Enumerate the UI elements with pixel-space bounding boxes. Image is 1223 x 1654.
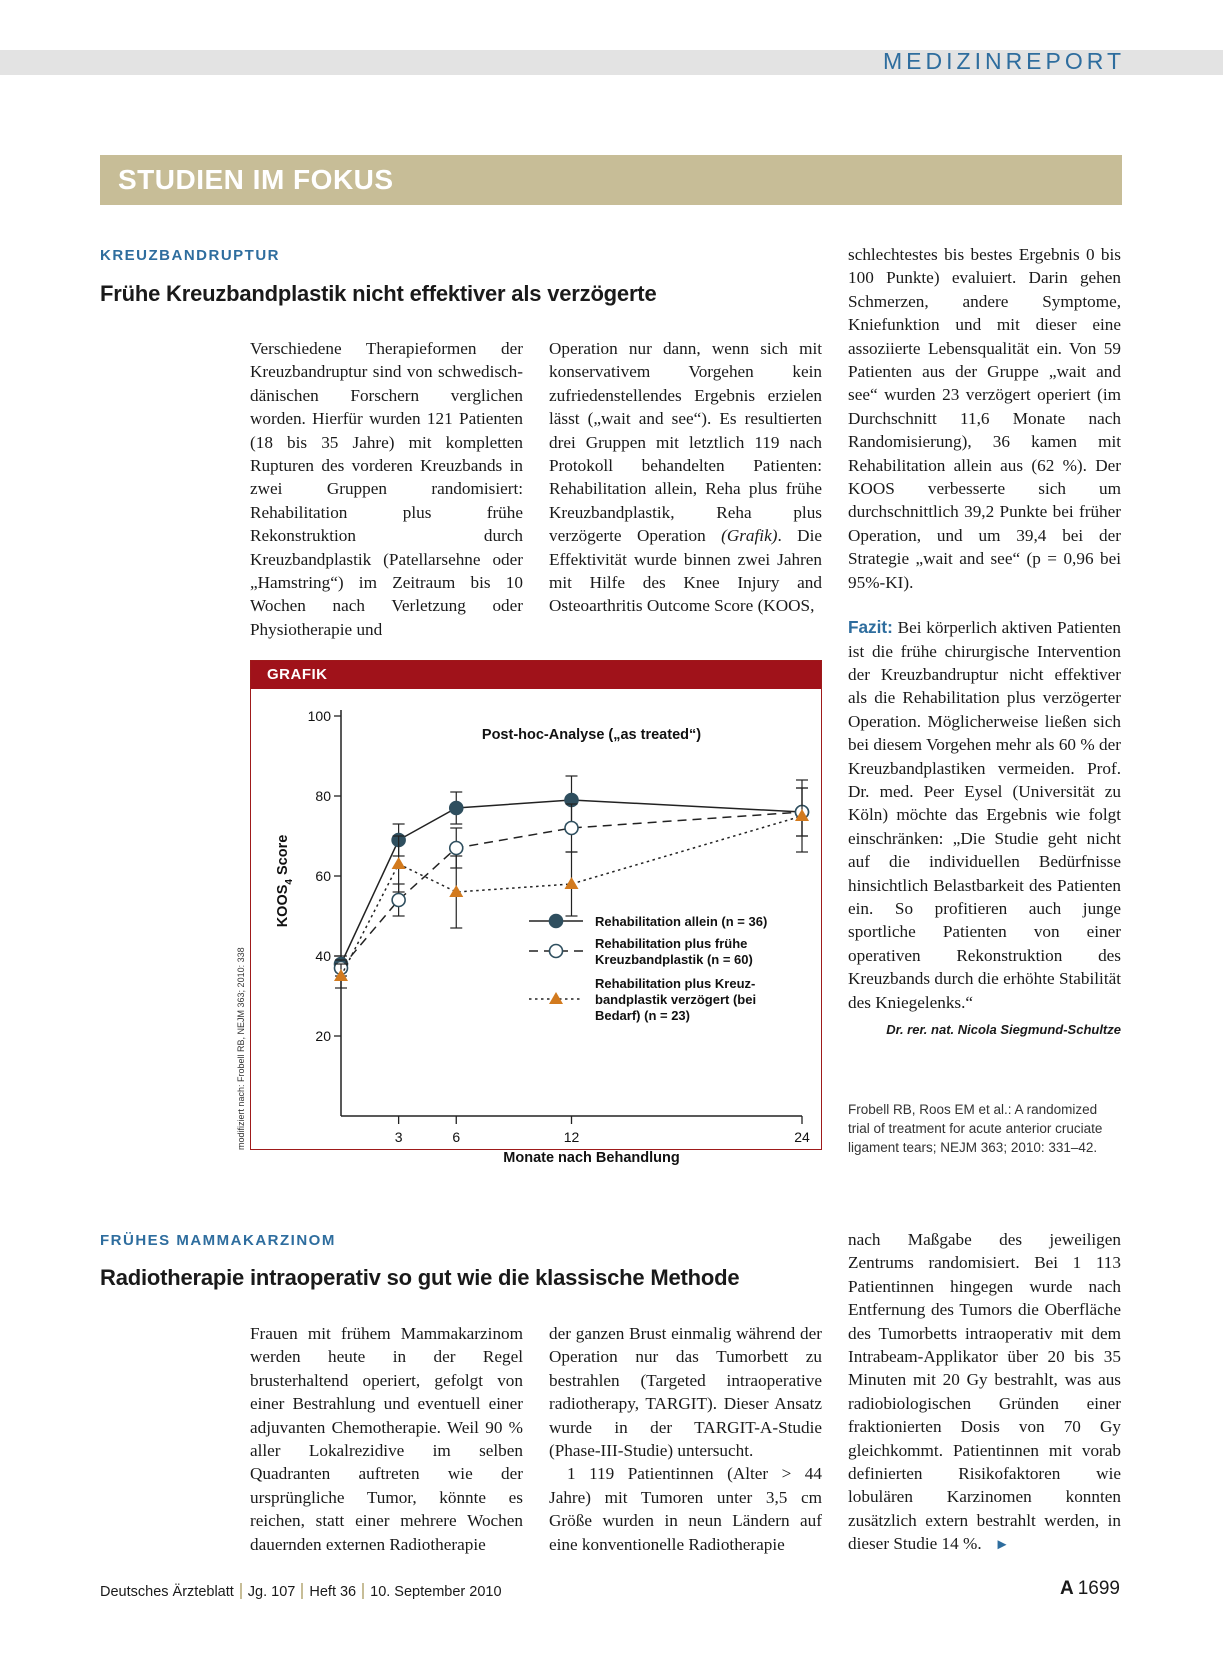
y-tick-label: 40 — [315, 948, 331, 964]
x-tick-label: 3 — [394, 1129, 403, 1145]
section-label: MEDIZINREPORT — [883, 48, 1125, 74]
legend-marker — [550, 945, 563, 958]
y-axis-label-tail: Score — [275, 834, 291, 880]
article1-column-3 — [848, 243, 1121, 1041]
article1-headline: Frühe Kreuzbandplastik nicht effektiver als verzögerte — [100, 281, 657, 306]
article1-col2-text — [549, 337, 822, 618]
x-tick-label: 24 — [794, 1129, 810, 1145]
x-tick-label: 12 — [563, 1129, 580, 1145]
grafik-source-note: modifiziert nach: Frobell RB, NEJM 363; 2010: 338 — [236, 947, 246, 1150]
article2-column-1 — [250, 1322, 523, 1556]
grafik-box — [250, 660, 822, 1166]
fazit-paragraph — [848, 616, 1121, 1014]
data-point — [565, 822, 578, 835]
footer-separator — [240, 1583, 242, 1599]
col2-text-a: Operation nur dann, wenn sich mit konservativem Vorgehen kein zufriedenstellendes Ergebnis erzielen lässt („wait and see“). Es resultierten drei Gruppen mit letztlich 119 nach Protokoll behandelten Patienten: Rehabilitation allein, Reha plus frühe Kreuzbandplastik, Reha plus verzögerte Operation — [549, 339, 822, 546]
article2-column-2 — [549, 1322, 822, 1556]
banner-title: STUDIEN IM FOKUS — [118, 164, 394, 195]
data-point — [450, 802, 463, 815]
data-point — [392, 894, 405, 907]
data-point — [392, 857, 406, 869]
article2-headline: Radiotherapie intraoperativ so gut wie die klassische Methode — [100, 1265, 740, 1290]
y-axis-label-main: KOOS — [275, 884, 291, 928]
grafik-label: GRAFIK — [267, 666, 328, 683]
article2-col2-p2: 1 119 Patientinnen (Alter > 44 Jahre) mit Tumoren unter 3,5 cm Größe wurden in neun Ländern auf eine konventionelle Radiotherapie — [549, 1464, 822, 1554]
legend-marker — [549, 992, 563, 1004]
article2-kicker: FRÜHES MAMMAKARZINOM — [100, 1232, 336, 1249]
article2-col3-body: nach Maßgabe des jeweiligen Zentrums randomisiert. Bei 1 113 Patientinnen hingegen wurde nach Entfernung des Tumors die Oberfläche des Tumorbetts intraoperativ mit dem Intrabeam-Applikator über 20 bis 35 Minuten mit 20 Gy bestrahlt, was aus radiobiologischen Gründen einer fraktionierten Dosis von 70 Gy gleichkommt. Patientinnen mit vorab definierten Risikofaktoren wie lobulären Karzinomen konnten zusätzlich extern bestrahlt werden, in dieser Studie 14 %. — [848, 1230, 1121, 1554]
footer-separator — [362, 1583, 364, 1599]
x-axis-label: Monate nach Behandlung — [503, 1150, 680, 1166]
legend-entry-3 — [529, 976, 756, 1023]
x-tick-label: 6 — [452, 1129, 461, 1145]
article1-column-2 — [549, 337, 822, 618]
koos-line-chart — [251, 689, 820, 1166]
legend-marker — [550, 915, 563, 928]
legend-entry-1 — [529, 914, 767, 929]
article1-reference: Frobell RB, Roos EM et al.: A randomized trial of treatment for acute anterior cruciate ligament tears; NEJM 363; 2010: 331–42. — [848, 1102, 1103, 1155]
footer-issue: Heft 36 — [309, 1584, 357, 1600]
y-tick-label: 100 — [307, 708, 331, 724]
y-tick-label: 60 — [315, 868, 331, 884]
y-axis-label-sub: 4 — [284, 879, 295, 885]
article1-column-1 — [250, 337, 523, 641]
chart-title: Post-hoc-Analyse („as treated“) — [481, 727, 702, 743]
article2-col2-p1: der ganzen Brust einmalig während der Operation nur das Tumorbett zu bestrahlen (Targeted intraoperative radiotherapy, TARGIT). Dieser Ansatz wurde in der TARGIT-A-Studie (Phase-III-Studie) untersucht. — [549, 1324, 822, 1461]
article1-col3-text: schlechtestes bis bestes Ergebnis 0 bis 100 Punkte) evaluiert. Darin gehen Schmerzen, andere Symptome, Kniefunktion und mit dieser eine assoziierte Lebensqualität ein. Von 59 Patienten aus der Gruppe „wait and see“ wurden 23 verzögert operiert (im Durchschnitt 11,6 Monate nach Randomisierung), 36 kamen mit Rehabilitation allein aus (62 %). Der KOOS verbesserte sich um durchschnittlich 39,2 Punkte bei früher Operation, und um 39,4 bei der Strategie „wait and see“ (p = 0,96 bei 95%-KI). — [848, 245, 1121, 592]
legend-entry-2 — [529, 936, 753, 967]
fazit-label: Fazit: — [848, 617, 893, 638]
legend-label: bandplastik verzögert (bei — [595, 992, 757, 1007]
fazit-text: Bei körperlich aktiven Patienten ist die frühe chirurgische Intervention der Kreuzbandruptur nicht effektiver als die Rehabilitation plus verzögerter Operation. Möglicherweise ließen sich bei diesem Vorgehen mehr als 60 % der Kreuzbandplastiken vermeiden. Prof. Dr. med. Peer Eysel (Universität zu Köln) möchte das Ergebnis wie folgt einschränken: „Die Studie geht nicht auf die individuellen Bedürfnisse hinsichtlich Belastbarkeit des Patienten ein. So profitieren auch junge sportliche Patienten von einer operativen Rekonstruktion des Kreuzbands durch die erhöhte Stabilität des Kniegelenks.“ — [848, 618, 1122, 1012]
y-axis-label — [275, 835, 295, 928]
article1-col1-text: Verschiedene Therapieformen der Kreuzbandruptur sind von schwedisch-dänischen Forschern verglichen worden. Hierfür wurden 121 Patienten (18 bis 35 Jahre) mit kompletten Rupturen des vorderen Kreuzbands in zwei Gruppen randomisiert: Rehabilitation plus frühe Rekonstruktion durch Kreuzbandplastik (Patellarsehne oder „Hamstring“) im Zeitraum bis 10 Wochen nach Verletzung oder Physiotherapie und — [250, 339, 523, 639]
data-point — [449, 885, 463, 897]
footer-separator — [301, 1583, 303, 1599]
grafik-header — [251, 661, 821, 689]
article2-column-3 — [848, 1228, 1121, 1558]
footer-journal: Deutsches Ärzteblatt — [100, 1584, 234, 1600]
article1-author: Dr. rer. nat. Nicola Siegmund-Schultze — [886, 1022, 1121, 1037]
footer-volume: Jg. 107 — [247, 1584, 296, 1600]
data-point — [450, 842, 463, 855]
y-tick-label: 20 — [315, 1028, 331, 1044]
y-tick-label: 80 — [315, 788, 331, 804]
article1-kicker: KREUZBANDRUPTUR — [100, 247, 280, 264]
page-number: 1699 — [1077, 1578, 1120, 1599]
continue-arrow-icon: ► — [994, 1537, 1010, 1554]
grafik-reference: (Grafik) — [721, 526, 778, 546]
footer-journal-info — [100, 1583, 502, 1600]
footer-date: 10. September 2010 — [370, 1584, 502, 1600]
data-point — [565, 877, 579, 889]
footer-page-number — [1060, 1578, 1120, 1600]
legend-label: Kreuzbandplastik (n = 60) — [595, 952, 753, 967]
article2-col1-text: Frauen mit frühem Mammakarzinom werden heute in der Regel brusterhaltend operiert, gefolgt von einer Bestrahlung und eventuell einer adjuvanten Chemotherapie. Weil 90 % aller Lokalrezidive im selben Quadranten auftreten wie der ursprüngliche Tumor, könnte es reichen, statt einer mehrere Wochen dauernden externen Radiotherapie — [250, 1324, 523, 1554]
col2-text-b: . Die Effektivität wurde binnen zwei Jahren mit Hilfe des Knee Injury and Osteoarthritis Outcome Score (KOOS, — [549, 526, 822, 616]
legend-label: Rehabilitation plus Kreuz- — [595, 976, 756, 991]
legend-label: Rehabilitation allein (n = 36) — [595, 914, 768, 929]
legend-label: Bedarf) (n = 23) — [595, 1008, 690, 1023]
article2-col3-text — [848, 1228, 1121, 1558]
section-banner — [100, 155, 1122, 205]
legend-label: Rehabilitation plus frühe — [595, 936, 748, 951]
page-prefix: A — [1059, 1578, 1074, 1599]
